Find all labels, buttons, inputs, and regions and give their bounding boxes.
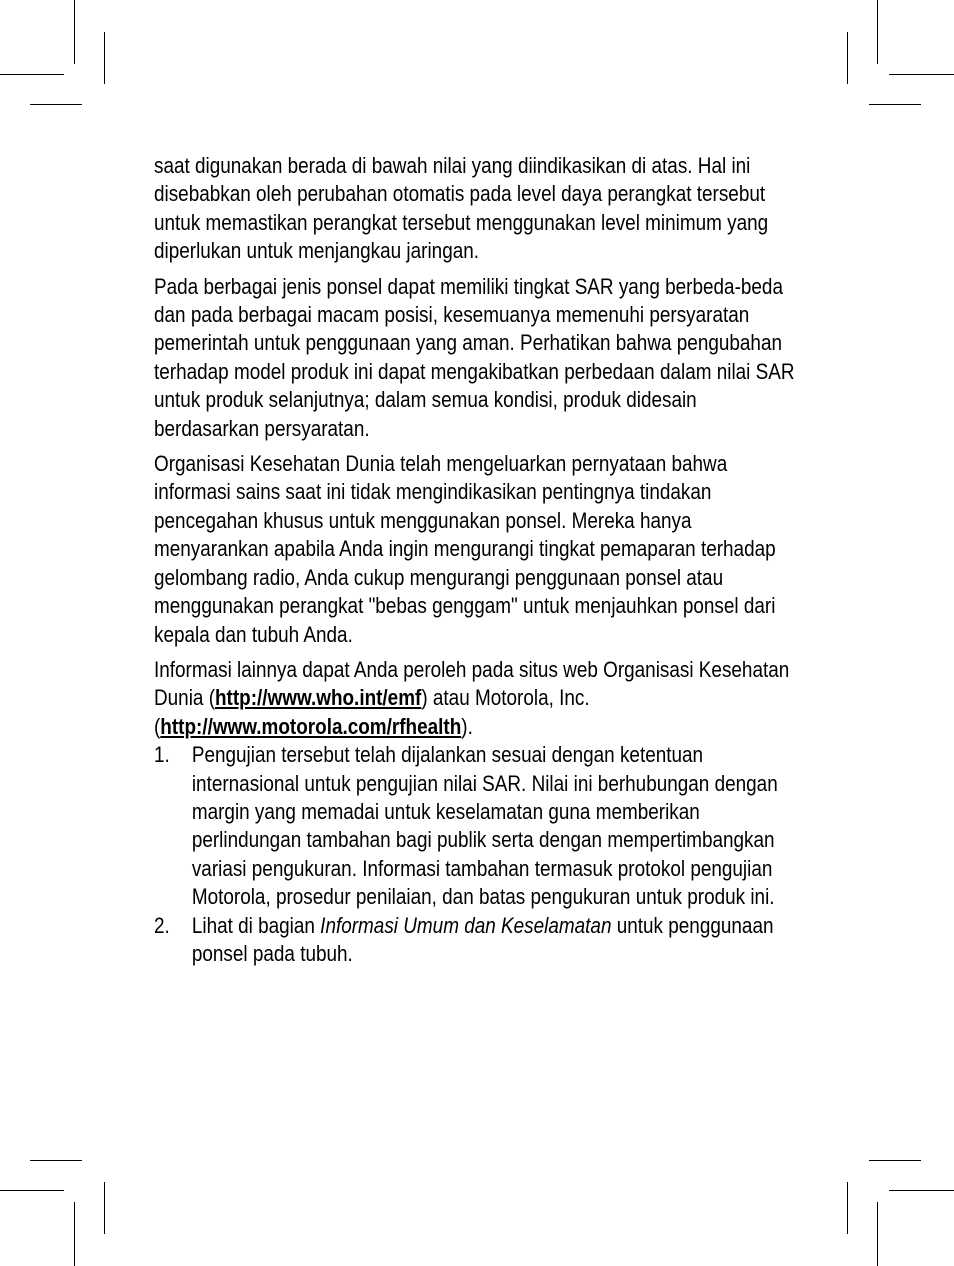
- footnote-2-text-after: untuk penggunaan ponsel pada tubuh.: [191, 912, 774, 966]
- crop-mark-bottom-left-outer-vertical: [74, 1202, 75, 1266]
- footnote-1: [154, 741, 795, 911]
- more-info-text-after: ).: [461, 713, 473, 739]
- more-info-text-before: Informasi lainnya dapat Anda peroleh pada situs web Organisasi Kesehatan Dunia (: [154, 656, 790, 711]
- crop-mark-top-left-outer-vertical: [74, 0, 75, 64]
- page-content: [154, 152, 795, 968]
- footnote-text: Pengujian tersebut telah dijalankan sesuai dengan ketentuan internasional untuk pengujian nilai SAR. Nilai ini berhubungan dengan margin yang memadai untuk keselamatan guna memberikan perlindungan tambahan bagi publik serta dengan mempertimbangkan variasi pengukuran. Informasi tambahan termasuk protokol pengujian Motorola, prosedur penilaian, dan batas pengukuran untuk produk ini.: [191, 742, 778, 910]
- crop-mark-top-left-inner-horizontal: [30, 104, 82, 105]
- footnote-2-section-reference: Informasi Umum dan Keselamatan: [320, 912, 612, 938]
- paragraph-more-info: [154, 656, 795, 741]
- crop-mark-top-right-inner-horizontal: [869, 104, 921, 105]
- crop-mark-top-left-inner-vertical: [104, 32, 105, 84]
- page-content-inner: [154, 152, 795, 968]
- paragraph-sar-level: saat digunakan berada di bawah nilai yang diindikasikan di atas. Hal ini disebabkan oleh perubahan otomatis pada level daya perangkat tersebut untuk memastikan perangkat tersebut menggunakan level minimum yang diperlukan untuk menjangkau jaringan.: [154, 153, 769, 264]
- motorola-link[interactable]: http://www.motorola.com/rfhealth: [160, 713, 462, 739]
- crop-mark-bottom-right-outer-vertical: [877, 1202, 878, 1266]
- crop-mark-bottom-right-outer-horizontal: [889, 1190, 954, 1191]
- crop-mark-top-right-outer-vertical: [877, 0, 878, 64]
- crop-mark-top-right-inner-vertical: [847, 32, 848, 84]
- footnote-number: 1.: [154, 742, 170, 768]
- paragraph-sar-variation: Pada berbagai jenis ponsel dapat memiliki tingkat SAR yang berbeda-beda dan pada berbagai macam posisi, kesemuanya memenuhi persyaratan pemerintah untuk penggunaan yang aman. Perhatikan bahwa pengubahan terhadap model produk ini dapat mengakibatkan perbedaan dalam nilai SAR untuk produk selanjutnya; dalam semua kondisi, produk didesain berdasarkan persyaratan.: [154, 273, 795, 441]
- footnote-text: [192, 912, 795, 969]
- crop-mark-bottom-right-inner-horizontal: [869, 1160, 921, 1161]
- footnote-number: 2.: [154, 912, 170, 938]
- crop-mark-bottom-left-inner-vertical: [104, 1182, 105, 1234]
- footnote-2: [154, 912, 795, 969]
- crop-mark-bottom-left-outer-horizontal: [0, 1190, 64, 1191]
- who-link[interactable]: http://www.who.int/emf: [214, 685, 422, 711]
- paragraph-who-statement: Organisasi Kesehatan Dunia telah mengeluarkan pernyataan bahwa informasi sains saat ini tidak mengindikasikan pentingnya tindakan pencegahan khusus untuk menggunakan ponsel. Mereka hanya menyarankan apabila Anda ingin mengurangi tingkat pemaparan terhadap gelombang radio, Anda cukup mengurangi penggunaan ponsel atau menggunakan perangkat "bebas genggam" untuk menjauhkan ponsel dari kepala dan tubuh Anda.: [154, 451, 776, 647]
- footnote-2-text-before: Lihat di bagian: [191, 912, 321, 938]
- crop-mark-bottom-right-inner-vertical: [847, 1182, 848, 1234]
- crop-mark-top-right-outer-horizontal: [889, 74, 954, 75]
- more-info-text-middle: ) atau Motorola, Inc. (: [154, 685, 590, 739]
- crop-mark-top-left-outer-horizontal: [0, 74, 64, 75]
- crop-mark-bottom-left-inner-horizontal: [30, 1160, 82, 1161]
